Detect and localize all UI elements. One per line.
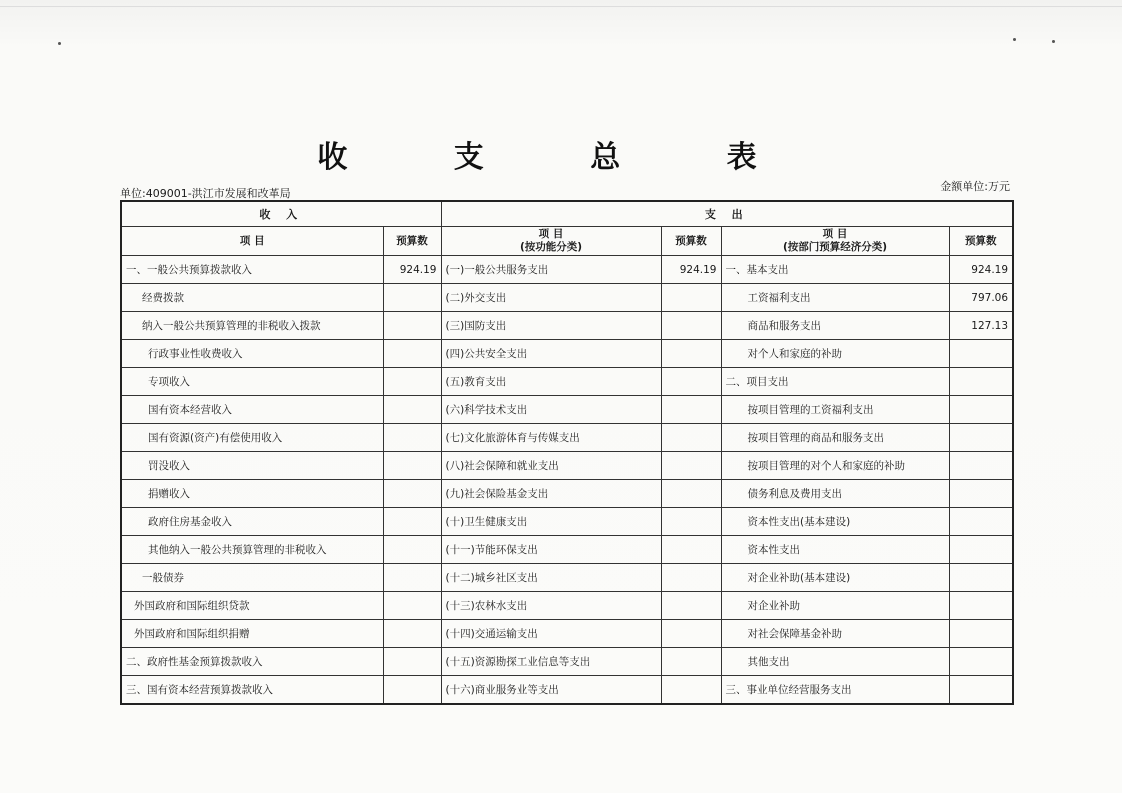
scan-speck bbox=[1052, 40, 1055, 43]
econ-item-cell: 商品和服务支出 bbox=[721, 312, 949, 340]
func-item-cell: (二)外交支出 bbox=[441, 284, 661, 312]
func-item-cell: (七)文化旅游体育与传媒支出 bbox=[441, 424, 661, 452]
table-row bbox=[121, 592, 1013, 620]
income-budget-cell bbox=[383, 536, 441, 564]
func-budget-header: 预算数 bbox=[661, 227, 721, 256]
income-item-cell: 行政事业性收费收入 bbox=[121, 340, 383, 368]
econ-budget-cell bbox=[949, 592, 1013, 620]
table-row bbox=[121, 648, 1013, 676]
table-row bbox=[121, 452, 1013, 480]
func-budget-cell bbox=[661, 620, 721, 648]
func-budget-cell bbox=[661, 480, 721, 508]
unit-label: 单位:409001-洪江市发展和改革局 bbox=[120, 187, 291, 200]
econ-item-cell: 三、事业单位经营服务支出 bbox=[721, 676, 949, 705]
func-item-cell: (十四)交通运输支出 bbox=[441, 620, 661, 648]
econ-budget-cell bbox=[949, 396, 1013, 424]
table-row bbox=[121, 284, 1013, 312]
income-item-cell: 一、一般公共预算拨款收入 bbox=[121, 256, 383, 284]
func-item-cell: (九)社会保险基金支出 bbox=[441, 480, 661, 508]
econ-budget-cell: 797.06 bbox=[949, 284, 1013, 312]
func-budget-cell bbox=[661, 564, 721, 592]
table-row bbox=[121, 620, 1013, 648]
econ-budget-header: 预算数 bbox=[949, 227, 1013, 256]
func-budget-cell bbox=[661, 536, 721, 564]
func-budget-cell: 924.19 bbox=[661, 256, 721, 284]
income-budget-cell: 924.19 bbox=[383, 256, 441, 284]
income-budget-cell bbox=[383, 508, 441, 536]
econ-item-subtitle: (按部门预算经济分类) bbox=[782, 241, 888, 253]
income-item-cell: 政府住房基金收入 bbox=[121, 508, 383, 536]
func-item-cell: (十五)资源勘探工业信息等支出 bbox=[441, 648, 661, 676]
income-budget-cell bbox=[383, 284, 441, 312]
func-item-cell: (十三)农林水支出 bbox=[441, 592, 661, 620]
func-budget-cell bbox=[661, 284, 721, 312]
income-budget-cell bbox=[383, 648, 441, 676]
table-header-row bbox=[121, 201, 1013, 227]
income-item-cell: 罚没收入 bbox=[121, 452, 383, 480]
income-budget-cell bbox=[383, 564, 441, 592]
econ-item-cell: 对企业补助(基本建设) bbox=[721, 564, 949, 592]
econ-item-cell: 对企业补助 bbox=[721, 592, 949, 620]
econ-budget-cell bbox=[949, 536, 1013, 564]
econ-budget-cell bbox=[949, 368, 1013, 396]
econ-budget-cell: 924.19 bbox=[949, 256, 1013, 284]
econ-item-cell: 资本性支出 bbox=[721, 536, 949, 564]
income-item-cell: 经费拨款 bbox=[121, 284, 383, 312]
func-item-header bbox=[441, 227, 661, 256]
income-budget-cell bbox=[383, 452, 441, 480]
func-item-subtitle: (按功能分类) bbox=[519, 241, 583, 253]
func-item-cell: (三)国防支出 bbox=[441, 312, 661, 340]
income-item-cell: 专项收入 bbox=[121, 368, 383, 396]
func-item-cell: (一)一般公共服务支出 bbox=[441, 256, 661, 284]
table-row bbox=[121, 256, 1013, 284]
income-item-cell: 纳入一般公共预算管理的非税收入拨款 bbox=[121, 312, 383, 340]
table-row bbox=[121, 480, 1013, 508]
func-item-cell: (十六)商业服务业等支出 bbox=[441, 676, 661, 705]
func-budget-cell bbox=[661, 648, 721, 676]
econ-item-cell: 其他支出 bbox=[721, 648, 949, 676]
income-item-cell: 外国政府和国际组织贷款 bbox=[121, 592, 383, 620]
table-row bbox=[121, 564, 1013, 592]
func-item-cell: (六)科学技术支出 bbox=[441, 396, 661, 424]
func-budget-cell bbox=[661, 424, 721, 452]
econ-item-cell: 按项目管理的工资福利支出 bbox=[721, 396, 949, 424]
func-item-cell: (五)教育支出 bbox=[441, 368, 661, 396]
func-item-cell: (十一)节能环保支出 bbox=[441, 536, 661, 564]
econ-item-cell: 按项目管理的对个人和家庭的补助 bbox=[721, 452, 949, 480]
table-row bbox=[121, 536, 1013, 564]
income-budget-cell bbox=[383, 312, 441, 340]
table-row bbox=[121, 396, 1013, 424]
econ-budget-cell bbox=[949, 480, 1013, 508]
func-item-cell: (十二)城乡社区支出 bbox=[441, 564, 661, 592]
income-item-cell: 外国政府和国际组织捐赠 bbox=[121, 620, 383, 648]
econ-item-cell: 资本性支出(基本建设) bbox=[721, 508, 949, 536]
econ-budget-cell bbox=[949, 564, 1013, 592]
table-row bbox=[121, 508, 1013, 536]
func-budget-cell bbox=[661, 452, 721, 480]
econ-budget-cell bbox=[949, 676, 1013, 705]
income-budget-cell bbox=[383, 424, 441, 452]
scan-speck bbox=[58, 42, 61, 45]
income-budget-cell bbox=[383, 368, 441, 396]
table-row bbox=[121, 424, 1013, 452]
income-budget-cell bbox=[383, 480, 441, 508]
func-budget-cell bbox=[661, 340, 721, 368]
income-budget-cell bbox=[383, 676, 441, 705]
econ-item-cell: 一、基本支出 bbox=[721, 256, 949, 284]
func-item-cell: (八)社会保障和就业支出 bbox=[441, 452, 661, 480]
econ-budget-cell bbox=[949, 620, 1013, 648]
income-item-header: 项 目 bbox=[121, 227, 383, 256]
func-budget-cell bbox=[661, 368, 721, 396]
func-budget-cell bbox=[661, 312, 721, 340]
econ-item-cell: 按项目管理的商品和服务支出 bbox=[721, 424, 949, 452]
econ-item-cell: 工资福利支出 bbox=[721, 284, 949, 312]
table-row bbox=[121, 676, 1013, 705]
func-item-cell: (十)卫生健康支出 bbox=[441, 508, 661, 536]
income-item-cell: 国有资源(资产)有偿使用收入 bbox=[121, 424, 383, 452]
expense-header: 支 出 bbox=[441, 201, 1013, 227]
table-row bbox=[121, 340, 1013, 368]
budget-summary-table bbox=[120, 200, 1014, 705]
func-budget-cell bbox=[661, 396, 721, 424]
econ-budget-cell bbox=[949, 340, 1013, 368]
econ-budget-cell bbox=[949, 452, 1013, 480]
scan-edge-line bbox=[0, 6, 1122, 7]
func-budget-cell bbox=[661, 676, 721, 705]
econ-item-cell: 二、项目支出 bbox=[721, 368, 949, 396]
income-budget-cell bbox=[383, 340, 441, 368]
income-item-cell: 三、国有资本经营预算拨款收入 bbox=[121, 676, 383, 705]
econ-budget-cell bbox=[949, 508, 1013, 536]
econ-item-cell: 对社会保障基金补助 bbox=[721, 620, 949, 648]
income-budget-cell bbox=[383, 592, 441, 620]
income-item-cell: 捐赠收入 bbox=[121, 480, 383, 508]
func-item-cell: (四)公共安全支出 bbox=[441, 340, 661, 368]
currency-unit-label: 金额单位:万元 bbox=[940, 180, 1010, 193]
econ-budget-cell bbox=[949, 648, 1013, 676]
income-budget-cell bbox=[383, 396, 441, 424]
func-budget-cell bbox=[661, 592, 721, 620]
func-item-title: 项 目 bbox=[538, 228, 564, 240]
econ-item-cell: 对个人和家庭的补助 bbox=[721, 340, 949, 368]
income-item-cell: 一般债券 bbox=[121, 564, 383, 592]
income-budget-header: 预算数 bbox=[383, 227, 441, 256]
econ-budget-cell bbox=[949, 424, 1013, 452]
table-row bbox=[121, 368, 1013, 396]
income-item-cell: 二、政府性基金预算拨款收入 bbox=[121, 648, 383, 676]
func-budget-cell bbox=[661, 508, 721, 536]
table-row bbox=[121, 312, 1013, 340]
econ-item-cell: 债务利息及费用支出 bbox=[721, 480, 949, 508]
income-header: 收 入 bbox=[121, 201, 441, 227]
scan-speck bbox=[1013, 38, 1016, 41]
table-subheader-row bbox=[121, 227, 1013, 256]
econ-item-title: 项 目 bbox=[822, 228, 848, 240]
income-item-cell: 其他纳入一般公共预算管理的非税收入 bbox=[121, 536, 383, 564]
income-budget-cell bbox=[383, 620, 441, 648]
econ-item-header bbox=[721, 227, 949, 256]
income-item-cell: 国有资本经营收入 bbox=[121, 396, 383, 424]
econ-budget-cell: 127.13 bbox=[949, 312, 1013, 340]
page-title: 收 支 总 表 bbox=[317, 140, 805, 175]
